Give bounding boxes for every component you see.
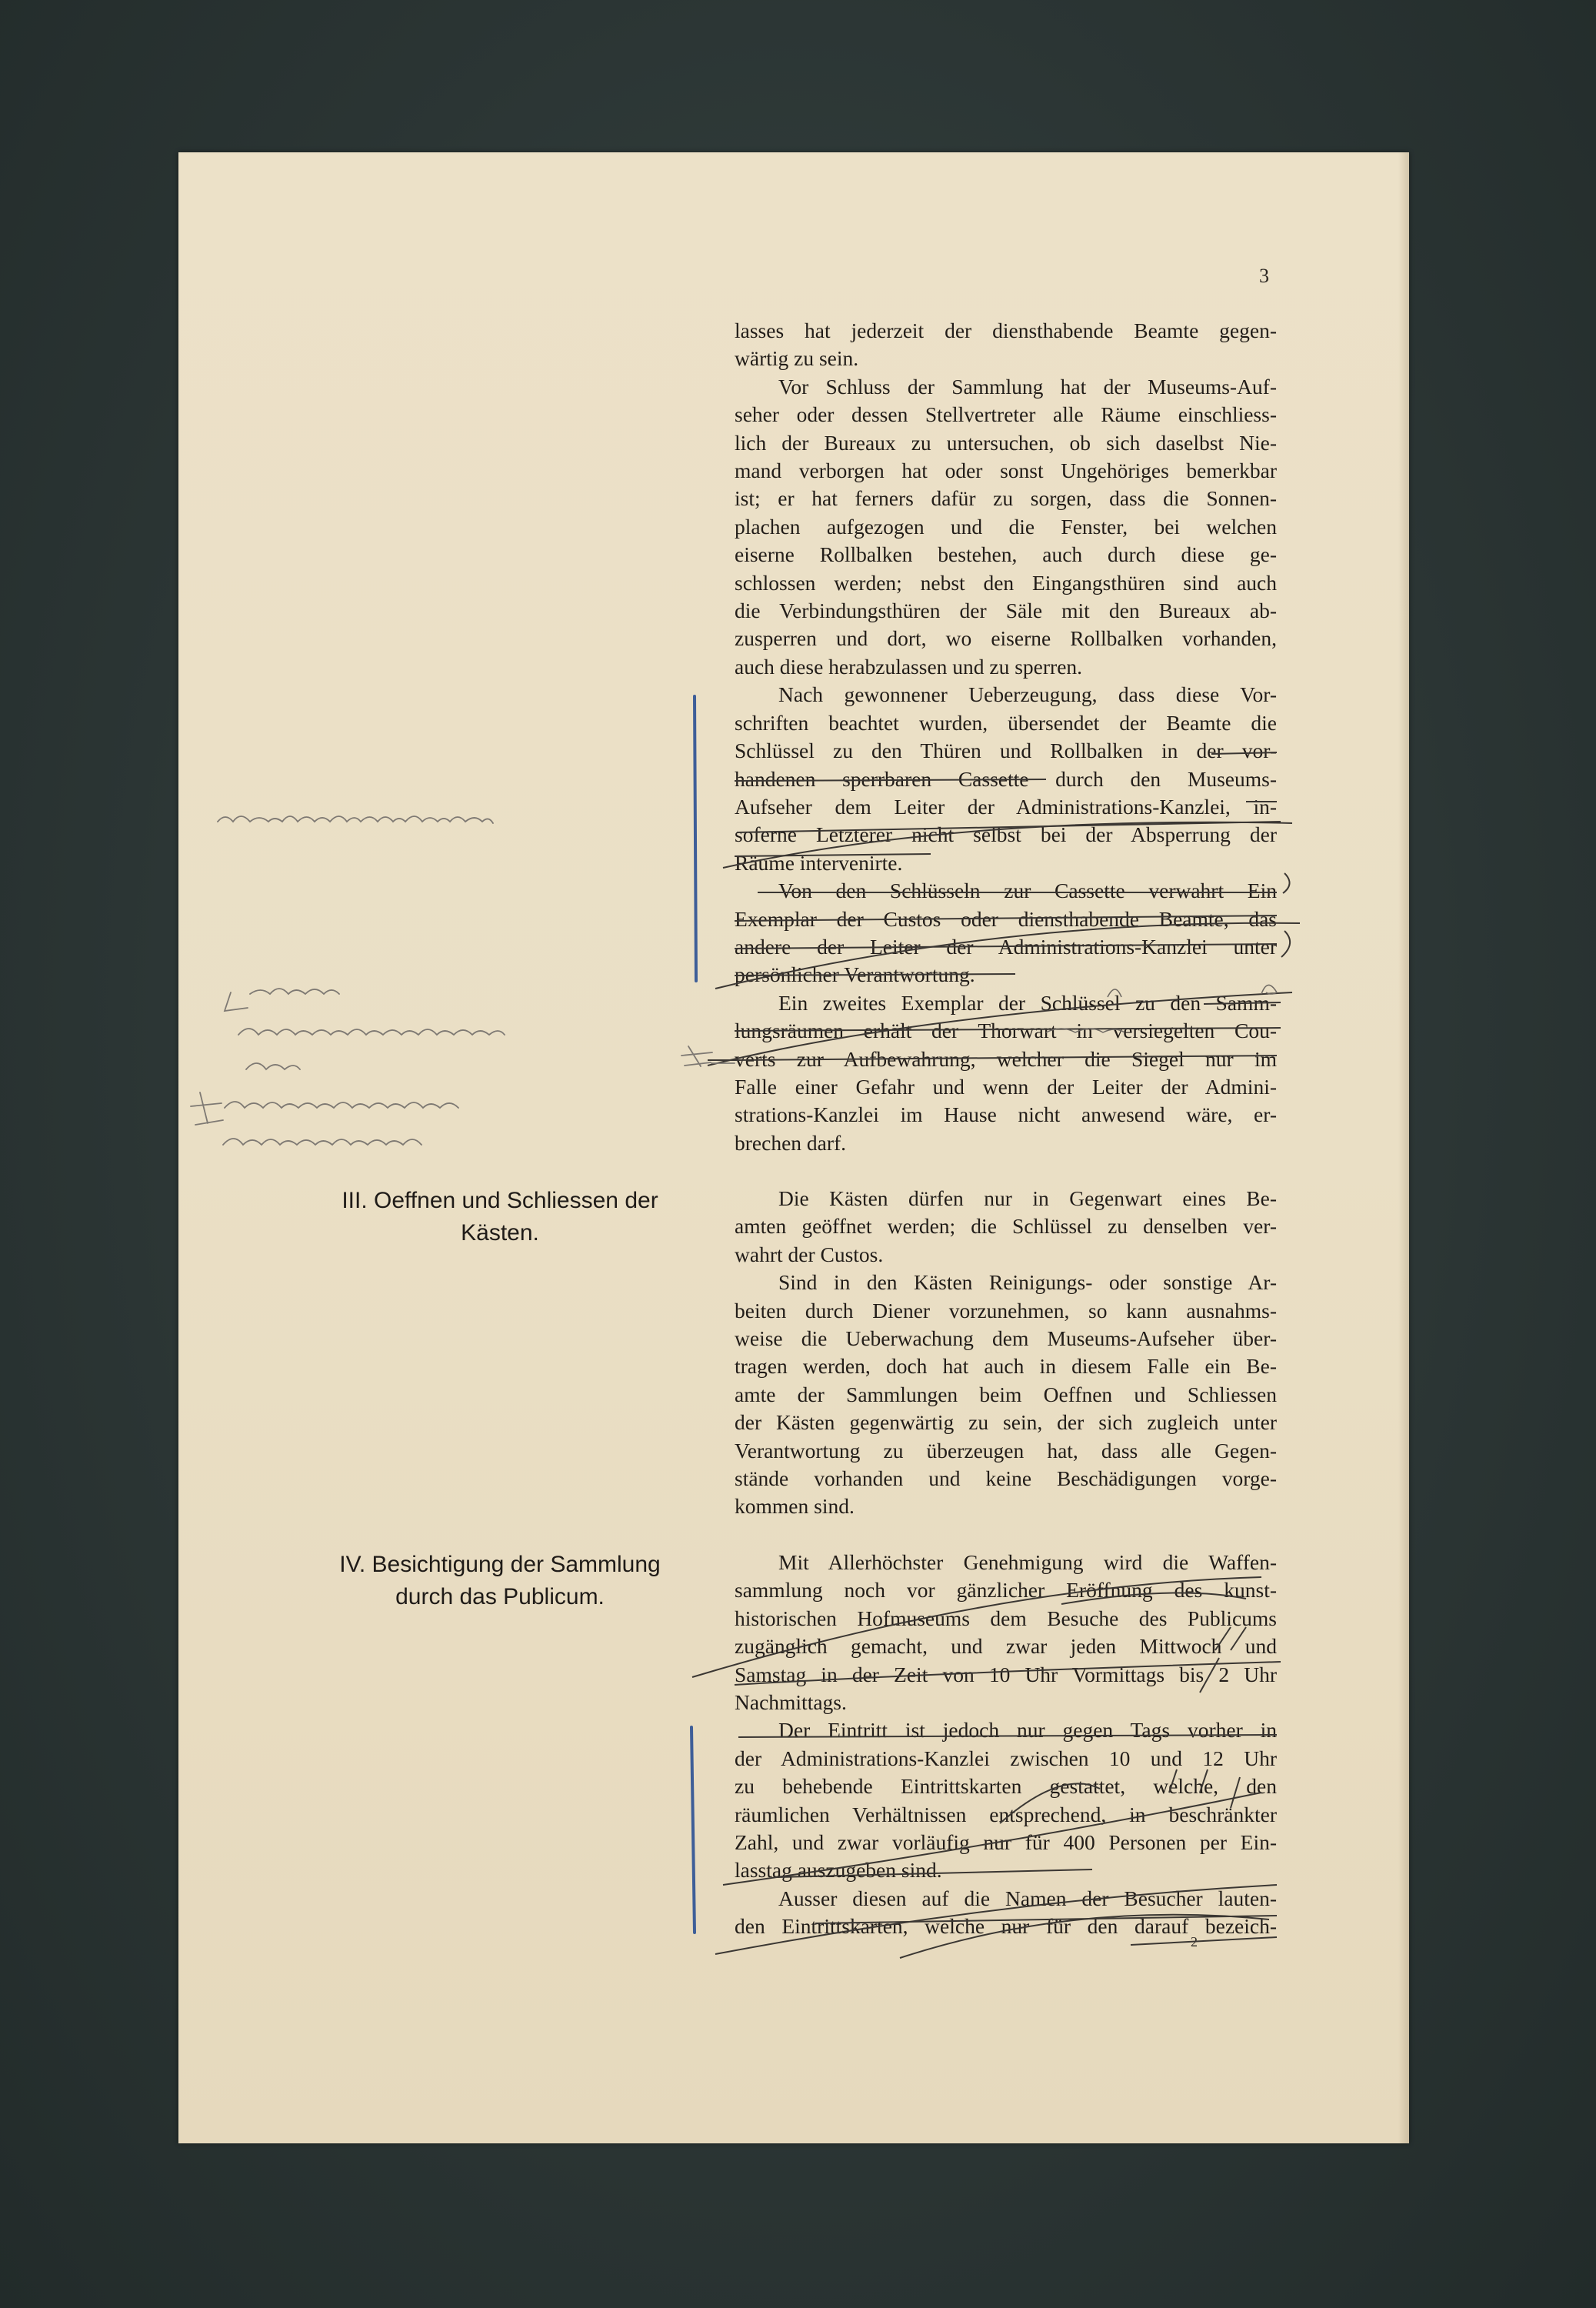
text-line: Falle einer Gefahr und wenn der Leiter der Admini- [735, 1074, 1277, 1099]
text-line: der Kästen gegenwärtig zu sein, der sich zugleich unter [735, 1410, 1277, 1435]
text-line: auch diese herabzulassen und zu sperren. [735, 654, 1083, 679]
text-line: Der Eintritt ist jedoch nur gegen Tags vorher in [778, 1718, 1277, 1743]
text-line: zu behebende Eintrittskarten gestattet, welche, den [735, 1774, 1277, 1799]
text-line: Schlüssel zu den Thüren und Rollbalken in der vor- [735, 739, 1277, 763]
signature-mark: 2 [1191, 1934, 1198, 1949]
text-line: handenen sperrbaren Cassette durch den Museums- [735, 766, 1277, 791]
text-line: tragen werden, doch hat auch in diesem Falle ein Be- [735, 1354, 1277, 1379]
heading-line: III. Oeffnen und Schliessen der [342, 1188, 658, 1213]
text-line: eiserne Rollbalken bestehen, auch durch diese ge- [735, 542, 1277, 567]
text-line: seher oder dessen Stellvertreter alle Räume einschliess- [735, 402, 1277, 427]
text-line: die Verbindungsthüren der Säle mit den Bureaux ab- [735, 599, 1277, 623]
text-line: kommen sind. [735, 1494, 855, 1519]
strikethrough-lines [692, 1577, 1281, 1958]
heading-line: Kästen. [461, 1220, 539, 1246]
heading-line: durch das Publicum. [395, 1584, 605, 1609]
text-line: räumlichen Verhältnissen entsprechend, in beschränkter [735, 1802, 1277, 1826]
text-line: Ein zweites Exemplar der Schlüssel zu den Samm- [778, 990, 1277, 1015]
text-line: andere der Leiter der Administrations-Kanzlei unter [735, 934, 1277, 959]
text-line: zusperren und dort, wo eiserne Rollbalken vorhanden, [735, 626, 1277, 651]
text-line: Aufseher dem Leiter der Administrations-Kanzlei, in- [735, 794, 1277, 819]
text-line: Exemplar der Custos oder diensthabende Beamte, das [735, 906, 1277, 931]
strikethrough-lines [708, 752, 1300, 1066]
text-line: Mit Allerhöchster Genehmigung wird die Waffen- [778, 1550, 1277, 1574]
text-line: beiten durch Diener vorzunehmen, so kann ausnahms- [735, 1298, 1277, 1322]
page-number: 3 [1259, 265, 1269, 287]
text-line: Räume intervenirte. [735, 850, 903, 875]
text-line: Nach gewonnener Ueberzeugung, dass diese Vor- [778, 682, 1277, 707]
blue-margin-line [695, 696, 696, 981]
text-line: verts zur Aufbewahrung, welcher die Siegel nur im [735, 1046, 1277, 1071]
text-line: wahrt der Custos. [735, 1242, 884, 1266]
pencil-insertions [1046, 985, 1277, 1032]
text-line: stände vorhanden und keine Beschädigungen vorge- [735, 1466, 1277, 1491]
text-line: der Administrations-Kanzlei zwischen 10 und 12 Uhr [735, 1746, 1277, 1770]
text-line: den Eintrittskarten, welche nur für den darauf bezeich- [735, 1914, 1277, 1939]
text-line: mand verborgen hat oder sonst Ungehöriges bemerkbar [735, 459, 1277, 483]
margin-handwriting [191, 816, 735, 1145]
text-line: ist; er hat ferners dafür zu sorgen, dass die Sonnen- [735, 486, 1277, 511]
heading-line: IV. Besichtigung der Sammlung [339, 1552, 661, 1577]
text-line: lungsräumen erhält der Thorwart in versiegelten Cou- [735, 1019, 1277, 1043]
text-line: strations-Kanzlei im Hause nicht anwesend wäre, er- [735, 1102, 1277, 1127]
text-line: soferne Letzterer nicht selbst bei der Absperrung der [735, 822, 1277, 847]
text-line: historischen Hofmuseums dem Besuche des Publicums [735, 1606, 1277, 1630]
text-line: schriften beachtet wurden, übersendet der Beamte die [735, 710, 1277, 735]
text-line: Nachmittags. [735, 1690, 847, 1715]
text-line: brechen darf. [735, 1130, 847, 1155]
text-line: Die Kästen dürfen nur in Gegenwart eines Be- [778, 1186, 1277, 1210]
text-line: lich der Bureaux zu untersuchen, ob sich daselbst Nie- [735, 430, 1277, 455]
text-line: zugänglich gemacht, und zwar jeden Mittwoch und [735, 1634, 1277, 1659]
text-line: Von den Schlüsseln zur Cassette verwahrt Ein [778, 879, 1277, 903]
text-line: schlossen werden; nebst den Eingangsthüren sind auch [735, 570, 1277, 595]
blue-margin-line [691, 1727, 695, 1933]
text-line: Verantwortung zu überzeugen hat, dass alle Gegen- [735, 1438, 1277, 1463]
text-line: sammlung noch vor gänzlicher Eröffnung des kunst- [735, 1578, 1277, 1603]
text-line: Ausser diesen auf die Namen der Besucher lauten- [778, 1886, 1277, 1910]
text-line: persönlicher Verantwortung. [735, 962, 975, 987]
text-line: amte der Sammlungen beim Oeffnen und Schliessen [735, 1382, 1277, 1406]
text-line: Sind in den Kästen Reinigungs- oder sonstige Ar- [778, 1270, 1277, 1295]
text-line: wärtig zu sein. [735, 346, 859, 371]
text-line: plachen aufgezogen und die Fenster, bei welchen [735, 514, 1277, 539]
text-line: Zahl, und zwar vorläufig nur für 400 Personen per Ein- [735, 1830, 1277, 1855]
text-line: lasses hat jederzeit der diensthabende Beamte gegen- [735, 319, 1277, 342]
text-line: Samstag in der Zeit von 10 Uhr Vormittags bis 2 Uhr [735, 1662, 1277, 1686]
text-line: amten geöffnet werden; die Schlüssel zu denselben ver- [735, 1214, 1277, 1239]
text-line: lasstag auszugeben sind. [735, 1858, 942, 1883]
text-line: Vor Schluss der Sammlung hat der Museums-Auf- [778, 374, 1277, 399]
text-line: weise die Ueberwachung dem Museums-Aufseher über- [735, 1326, 1277, 1351]
